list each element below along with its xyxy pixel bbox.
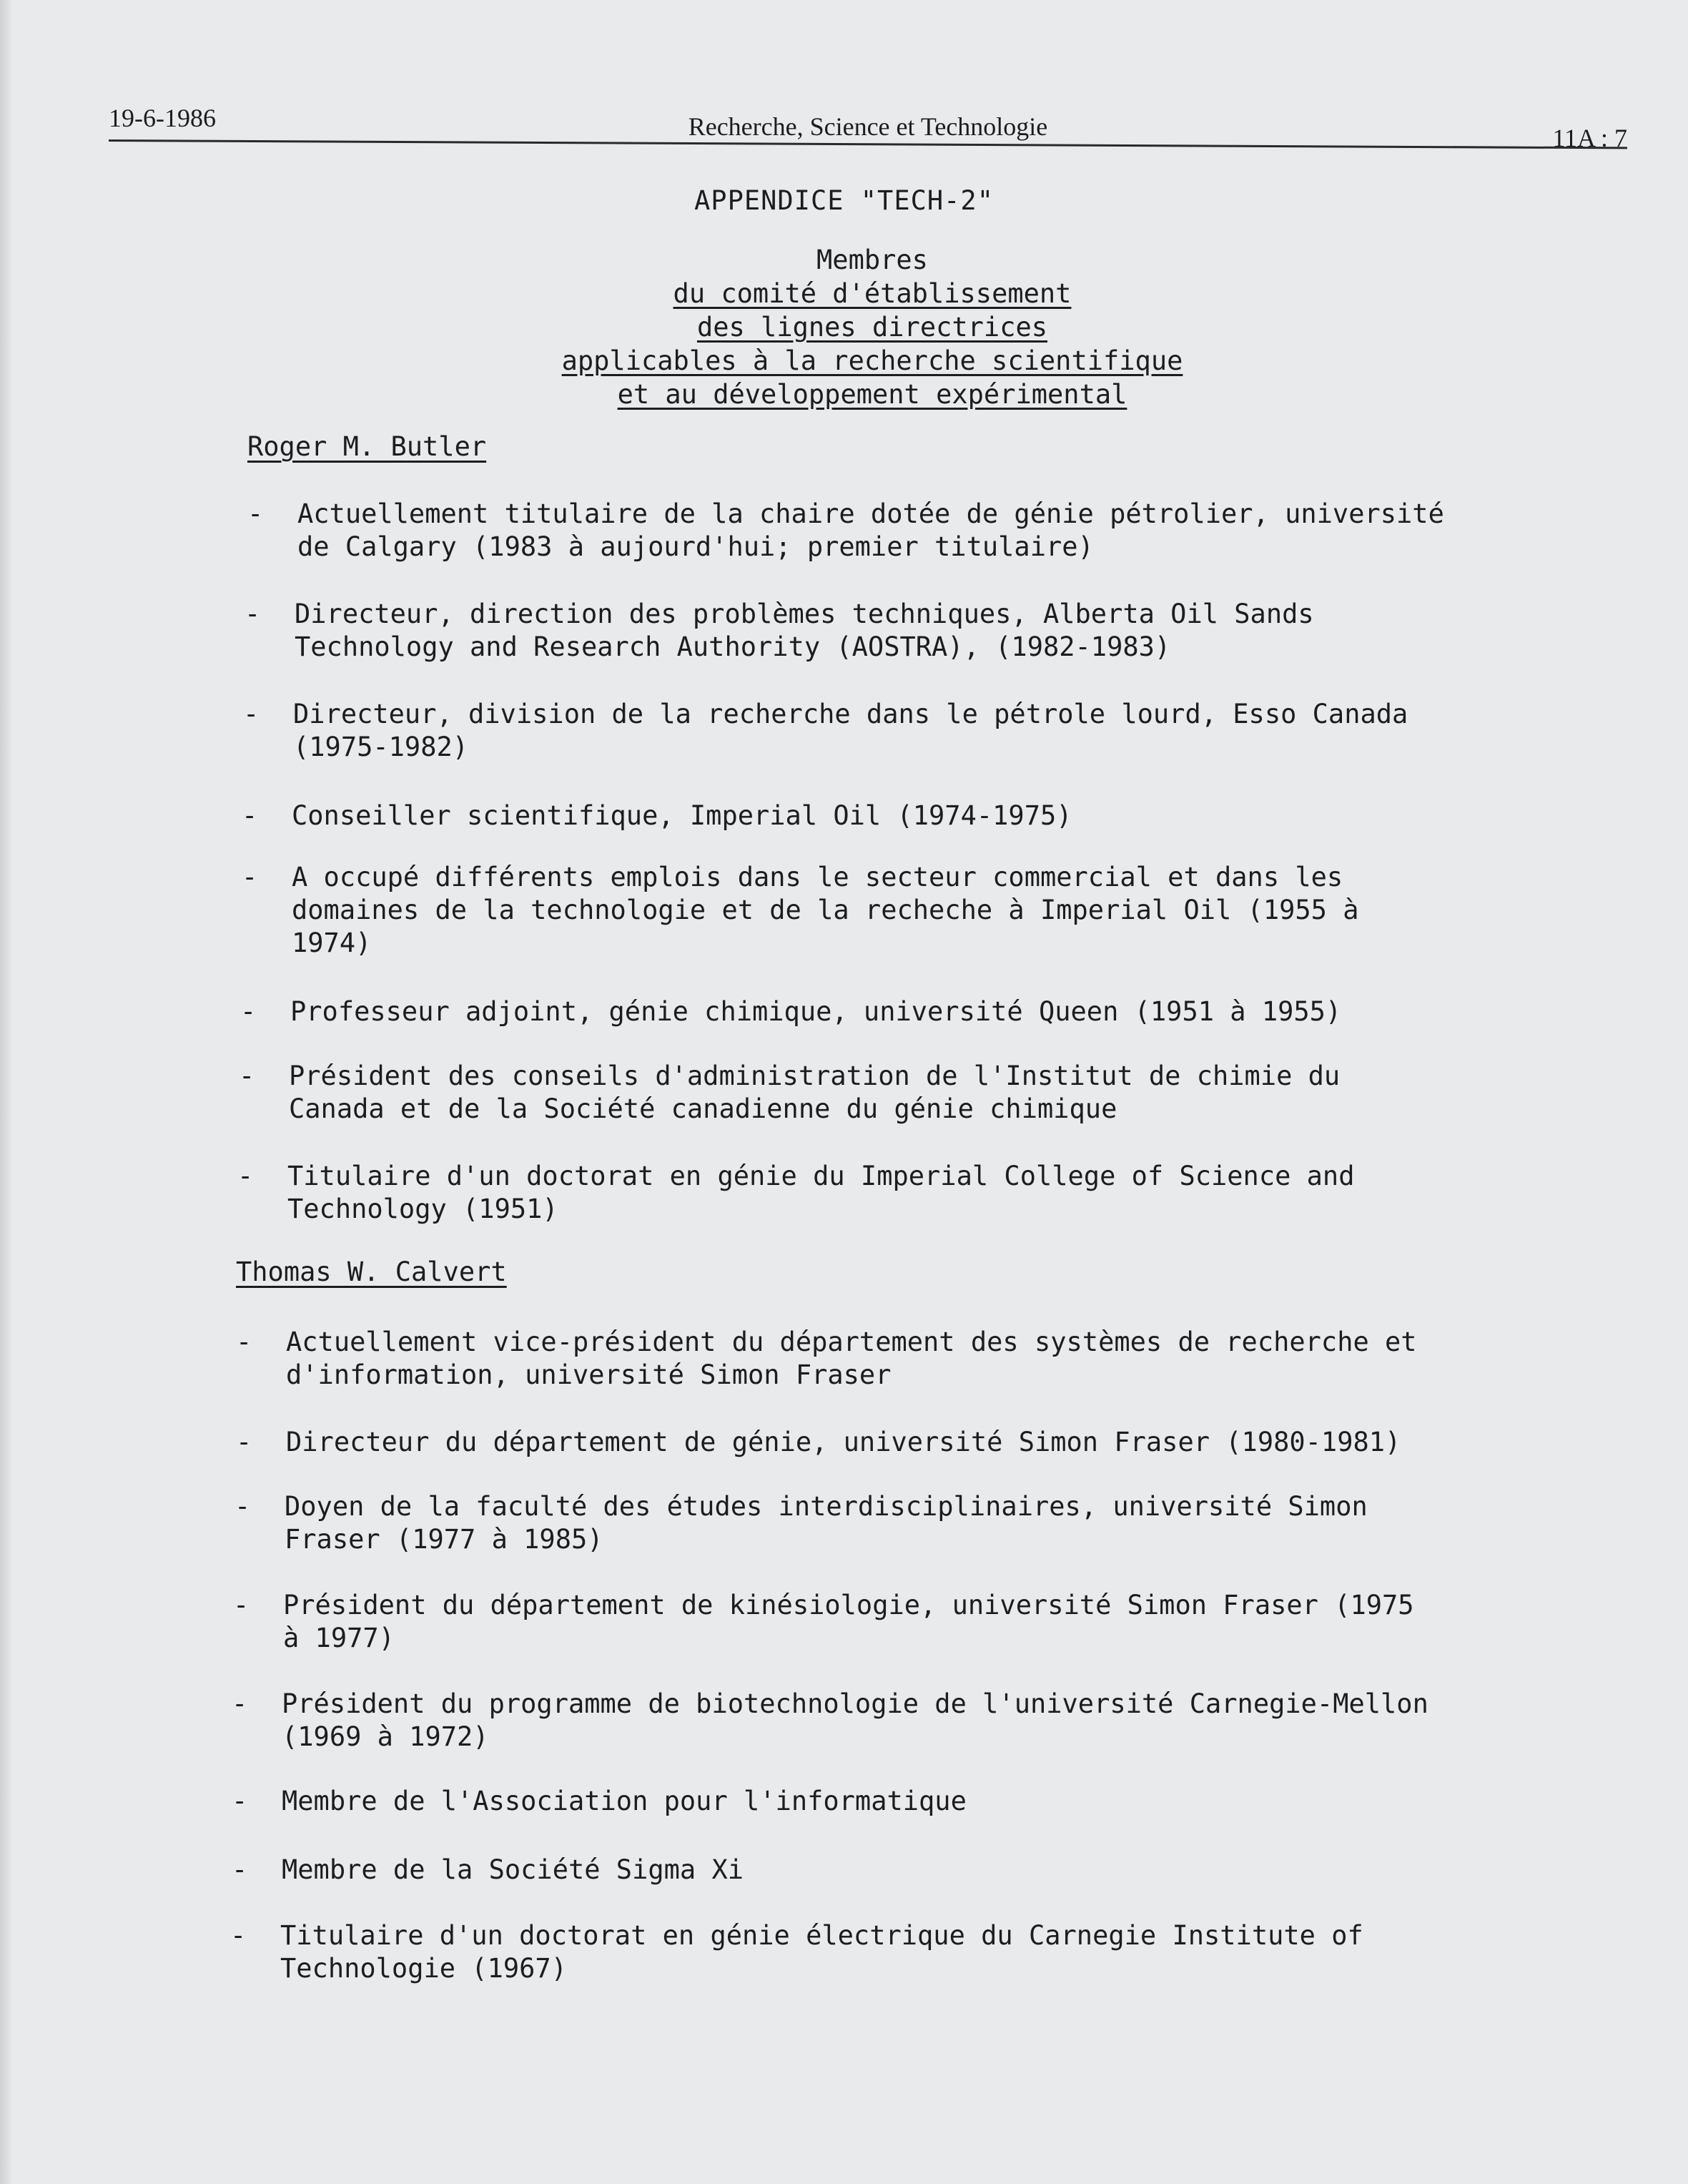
list-item-text: Directeur, direction des problèmes techniques, Alberta Oil Sands Technology and Research Authority (AOSTRA), (1982-1983) [295,599,1314,662]
list-dash: - [236,1327,252,1357]
list-item-text: Titulaire d'un doctorat en génie du Imperial College of Science and Technology (1951) [287,1161,1355,1224]
list-item-text: Membre de l'Association pour l'informatique [282,1786,967,1816]
list-item-text: Président du programme de biotechnologie de l'université Carnegie-Mellon (1969 à 1972) [282,1688,1428,1752]
list-item [236,1426,1509,1459]
appendix-title: APPENDICE "TECH-2" [694,185,994,216]
list-item-text: Doyen de la faculté des études interdisciplinaires, université Simon Fraser (1977 à 1985) [285,1491,1368,1555]
list-dash: - [236,1427,252,1457]
list-item [232,1785,1504,1818]
header-page-number: 11A : 7 [1552,124,1627,152]
list-item-text: Membre de la Société Sigma Xi [282,1854,744,1885]
header-date: 19-6-1986 [109,104,216,132]
list-dash: - [230,1920,247,1951]
list-item [235,1490,1507,1556]
list-item [233,1589,1506,1655]
list-item-text: Actuellement titulaire de la chaire dotée de génie pétrolier, université de Calgary (1983 à aujourd'hui; premier titulaire) [297,498,1444,562]
list-item [237,1160,1510,1226]
list-item [232,1854,1504,1887]
list-item-text: Directeur, division de la recherche dans le pétrole lourd, Esso Canada (1975-1982) [293,699,1408,762]
list-item [247,498,1520,564]
header-journal-title: Recherche, Science et Technologie [688,112,1048,141]
list-item [242,800,1514,832]
list-dash: - [239,1061,255,1091]
list-dash: - [232,1786,248,1816]
list-item [239,1060,1511,1126]
list-item-text: Président des conseils d'administration de l'Institut de chimie du Canada et de la Société canadienne du génie chimique [289,1061,1341,1124]
committee-title-line: applicables à la recherche scientifique [561,345,1183,376]
list-dash: - [232,1854,248,1885]
list-item-text: Actuellement vice-président du département des systèmes de recherche et d'information, université Simon Fraser [286,1327,1417,1390]
committee-title [458,243,1287,411]
list-dash: - [247,498,264,529]
list-item [236,1326,1509,1392]
list-item [243,698,1516,764]
list-dash: - [233,1590,250,1620]
list-item-text: Conseiller scientifique, Imperial Oil (1974-1975) [292,800,1072,831]
member-name: Roger M. Butler [247,431,487,462]
list-dash: - [235,1491,251,1522]
page-edge [0,0,11,2184]
list-dash: - [242,800,258,831]
list-item [240,995,1513,1028]
list-item [232,1688,1504,1753]
list-item-text: Directeur du département de génie, université Simon Fraser (1980-1981) [286,1427,1401,1457]
list-item [242,861,1514,960]
committee-title-line: des lignes directrices [696,312,1048,343]
committee-title-line: Membres [816,245,928,275]
list-dash: - [237,1161,254,1191]
list-item [245,598,1517,664]
list-item [230,1919,1503,1985]
committee-title-line: et au développement expérimental [617,379,1127,410]
list-dash: - [245,599,261,629]
member-name: Thomas W. Calvert [236,1256,507,1287]
list-item-text: A occupé différents emplois dans le secteur commercial et dans les domaines de la technologie et de la recheche à Imperial Oil (1955 à 1974) [292,862,1359,958]
list-item-text: Titulaire d'un doctorat en génie électrique du Carnegie Institute of Technologie (1967) [280,1920,1363,1984]
list-dash: - [242,862,258,892]
list-dash: - [243,699,260,729]
committee-title-line: du comité d'établissement [673,278,1072,309]
list-item-text: Président du département de kinésiologie, université Simon Fraser (1975 à 1977) [283,1590,1414,1653]
list-dash: - [240,996,257,1027]
list-dash: - [232,1688,248,1719]
list-item-text: Professeur adjoint, génie chimique, université Queen (1951 à 1955) [290,996,1342,1027]
